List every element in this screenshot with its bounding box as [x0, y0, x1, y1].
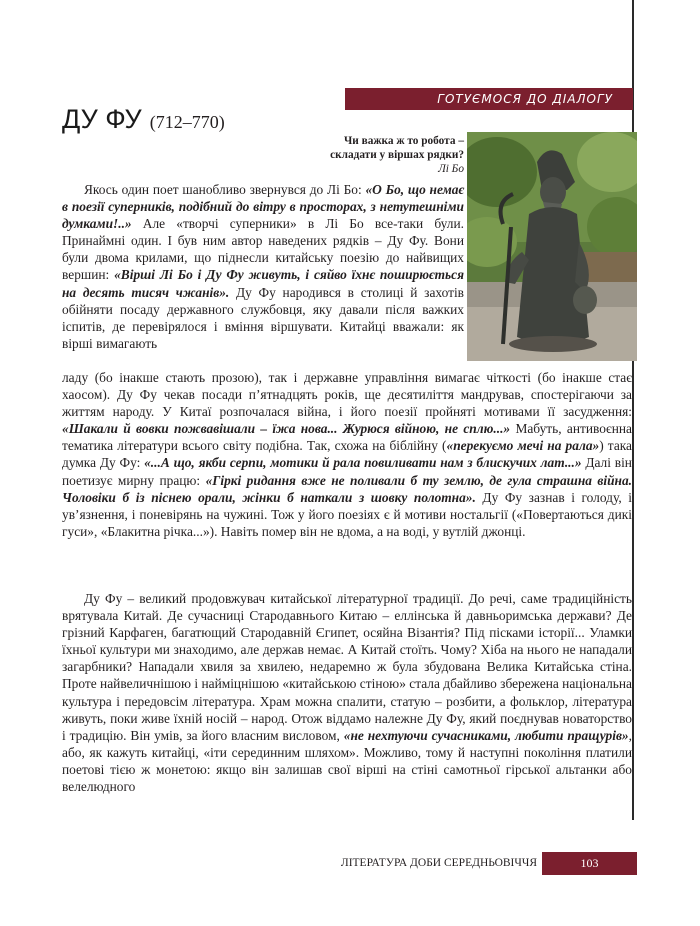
text: Далі він поетизує мирну працю: — [62, 455, 632, 488]
text: Якось один поет шанобливо звернувся до Лі Бо: — [84, 182, 366, 197]
text: Але «творчі суперники» в Лі Бо все-таки були. Принаймні один. І був ним автор наведених рядків – Ду Фу. Вони були двома крилами, що піднесли китайську поезію до найвищих вершин: — [62, 216, 464, 283]
quote: «Гіркі ридання вже не поливали б ту землю, де гула страшна війна. Чоловіки б із піснею орали, жінки б наткали з шовку полотна». — [62, 472, 632, 505]
footer-section-title: ЛІТЕРАТУРА ДОБИ СЕРЕДНЬОВІЧЧЯ — [340, 857, 537, 869]
du-fu-statue-photo — [467, 132, 637, 361]
quote: «...А що, якби серпи, мотики й рала повиливати нам з блискучих лат...» — [144, 455, 582, 471]
quote: «О Бо, що немає в поезії суперників, подібний до вітру в просторах, з нетутешніми думками!..» — [62, 182, 465, 232]
quote: «не нехтуючи сучасниками, любити пращурів» — [343, 727, 629, 743]
epigraph-line-2: складати у віршах рядки? — [330, 149, 464, 161]
epigraph — [282, 134, 464, 176]
paragraph-3 — [62, 590, 632, 795]
paragraph-2 — [62, 369, 632, 540]
page-number: 103 — [542, 852, 637, 875]
text: Мабуть, антивоєнна тематика літератури всього світу подібна. Так, схожа на біблійну ( — [62, 421, 632, 454]
text: ладу (бо інакше стають прозою), так і державне управління вимагає чіткості (бо інакше стає хаосом). Ду Фу чекав посади п’ятнадцять років, ще десятиліття мандрував, спостерігаючи за життям народу. У Китаї розпочалася війна, і його поезії пройняті мотивами її засудження: — [62, 370, 632, 420]
page-edge-rule — [632, 0, 634, 820]
quote: «Шакали й вовки пожвавішали – їжа нова... Журюся війною, не сплю...» — [62, 421, 511, 437]
epigraph-line-1: Чи важка ж то робота – — [343, 135, 464, 147]
quote: «перекуємо мечі на рала» — [446, 438, 600, 454]
section-banner: ГОТУЄМОСЯ ДО ДІАЛОГУ — [345, 88, 633, 110]
author-years: (712–770) — [149, 112, 225, 132]
text: Ду Фу – великий продовжувач китайської літературної традиції. До речі, саме традиційність врятувала Китай. Де сучасниці Стародавнього Китаю – еллінська й давньоримська держави? Де грізний Карфаген, багатющий Стародавній Єгипет, осяйна Візантія? Під пісками історії... Уламки їхньої культури ми знаходимо, але держав немає. А Китай стоїть. Чому? Хіба на нього не нападали загарбники? Нападали хвиля за хвилею, недаремно ж була збудована Велика Китайська стіна. Проте найвеличнішою і наймiцнішою «китайською стіною» стала дбайливо збережена національна культура і передовсім література. Храм можна спалити, статую – розбити, а фольклор, література живуть, поки живе їхній носій – народ. Отож віддамо належне Ду Фу, який поєднував новаторство і традицію. Він умів, за його власним висловом, — [62, 591, 632, 743]
text: Ду Фу народився в столиці й захотів обійняти посаду державного службовця, яку давали після важких іспитів, де перевірялося і вміння віршувати. Китайці вважали: як вірші вимагають — [62, 284, 465, 351]
quote: «Вірші Лі Бо і Ду Фу живуть, і сяйво їхнє поширюється на десять тисяч чжанів». — [62, 267, 464, 300]
text: Ду Фу зазнав і голоду, і ув’язнення, і поневірянь на чужині. Тож у його поезіях є й мотиви ностальгії («Повертаються дикі гуси», «Блакитна річка...»). Навіть помер він не вдома, а на воді, у вутлій джонці. — [62, 489, 632, 539]
text: ) така думка Ду Фу: — [62, 438, 633, 471]
epigraph-author: Лі Бо — [438, 163, 464, 175]
page-title — [62, 104, 225, 135]
author-name: ДУ ФУ — [62, 104, 142, 134]
text: , або, як кажуть китайці, «іти серединним шляхом». Можливо, тому й наступні покоління платили поетові тією ж монетою: якщо він залишав свої вірші на стіні самотньої гірської альтанки або велелюдного — [62, 727, 632, 795]
paragraph-1 — [62, 181, 464, 352]
